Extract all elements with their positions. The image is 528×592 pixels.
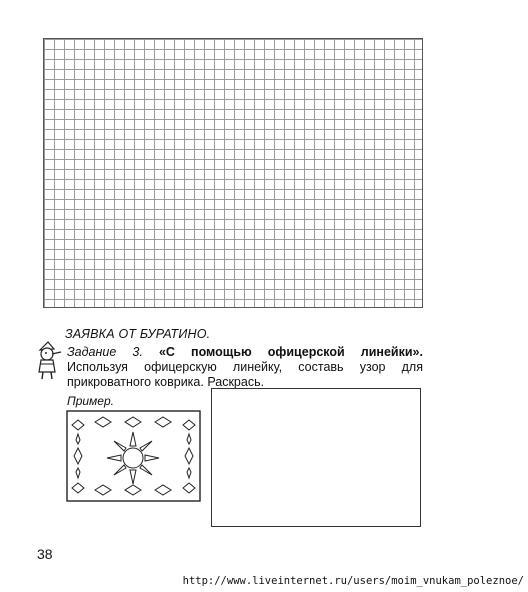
graph-paper-grid (43, 38, 423, 308)
section-heading: ЗАЯВКА ОТ БУРАТИНО. (65, 327, 211, 341)
buratino-icon (34, 340, 62, 380)
drawing-box[interactable] (211, 388, 421, 527)
task-text: Используя офицерскую линейку, составь узор для прикроватного коврика. Раскрась. (67, 360, 423, 389)
source-url: http://www.liveinternet.ru/users/moim_vnukam_poleznoe/ (182, 575, 524, 587)
page-number: 38 (37, 546, 53, 562)
task-title: «С помощью офицерской линейки». (158, 345, 423, 359)
task-label: Задание 3. (67, 345, 143, 359)
example-label: Пример. (67, 394, 114, 408)
task-instructions (67, 345, 423, 390)
example-rug-pattern (66, 410, 201, 502)
